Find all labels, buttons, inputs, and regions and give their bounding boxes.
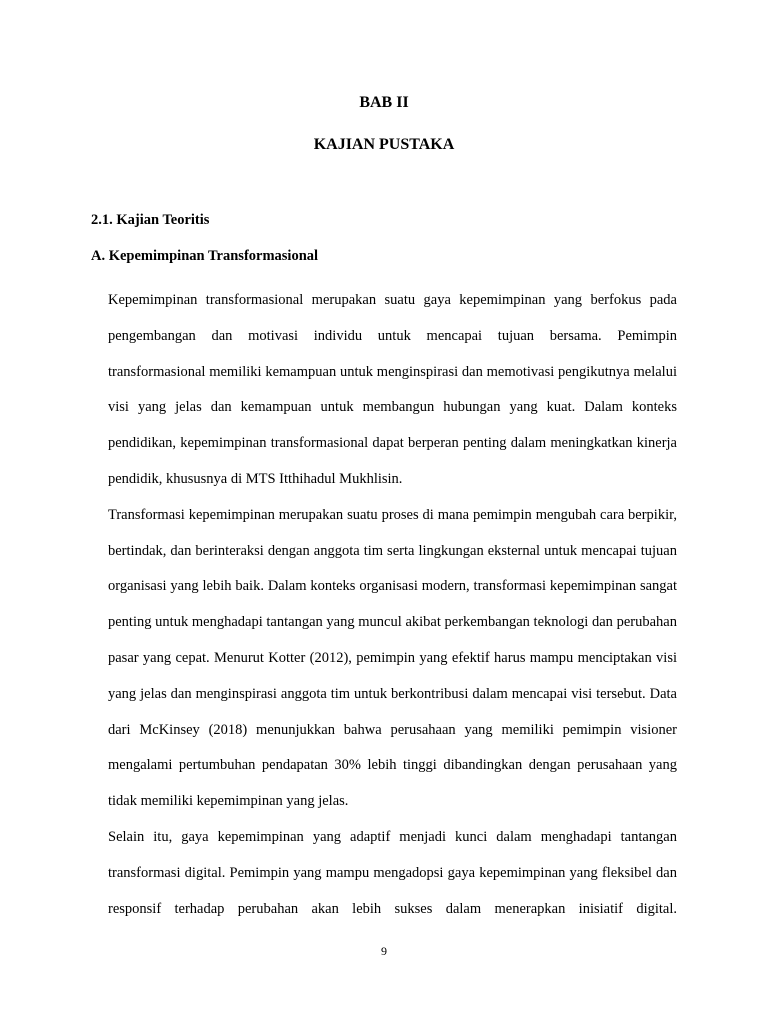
subsection-heading: A. Kepemimpinan Transformasional — [91, 248, 319, 264]
paragraph: Selain itu, gaya kepemimpinan yang adaptif menjadi kunci dalam menghadapi tantangan transformasi digital. Pemimpin yang mampu mengadopsi gaya kepemimpinan yang fleksibel dan responsif terhadap perubahan akan lebih sukses dalam menerapkan inisiatif digital. — [108, 828, 677, 917]
chapter-number: BAB II — [359, 94, 409, 111]
page-number: 9 — [381, 944, 387, 958]
section-heading: 2.1. Kajian Teoritis — [91, 212, 210, 228]
body-text — [108, 283, 677, 927]
chapter-title: KAJIAN PUSTAKA — [313, 136, 455, 153]
paragraph: Kepemimpinan transformasional merupakan suatu gaya kepemimpinan yang berfokus pada pengembangan dan motivasi individu untuk mencapai tujuan bersama. Pemimpin transformasional memiliki kemampuan untuk menginspirasi dan memotivasi pengikutnya melalui visi yang jelas dan kemampuan untuk membangun hubungan yang kuat. Dalam konteks pendidikan, kepemimpinan transformasional dapat berperan penting dalam meningkatkan kinerja pendidik, khususnya di MTS Itthihadul Mukhlisin. — [108, 292, 677, 487]
paragraph: Transformasi kepemimpinan merupakan suatu proses di mana pemimpin mengubah cara berpikir, bertindak, dan berinteraksi dengan anggota tim serta lingkungan eksternal untuk mencapai tujuan organisasi yang lebih baik. Dalam konteks organisasi modern, transformasi kepemimpinan sangat penting untuk menghadapi tantangan yang muncul akibat perkembangan teknologi dan perubahan pasar yang cepat. Menurut Kotter (2012), pemimpin yang efektif harus mampu menciptakan visi yang jelas dan menginspirasi anggota tim untuk berkontribusi dalam mencapai visi tersebut. Data dari McKinsey (2018) menunjukkan bahwa perusahaan yang memiliki pemimpin visioner mengalami pertumbuhan pendapatan 30% lebih tinggi dibandingkan dengan perusahaan yang tidak memiliki kepemimpinan yang jelas. — [108, 506, 677, 810]
